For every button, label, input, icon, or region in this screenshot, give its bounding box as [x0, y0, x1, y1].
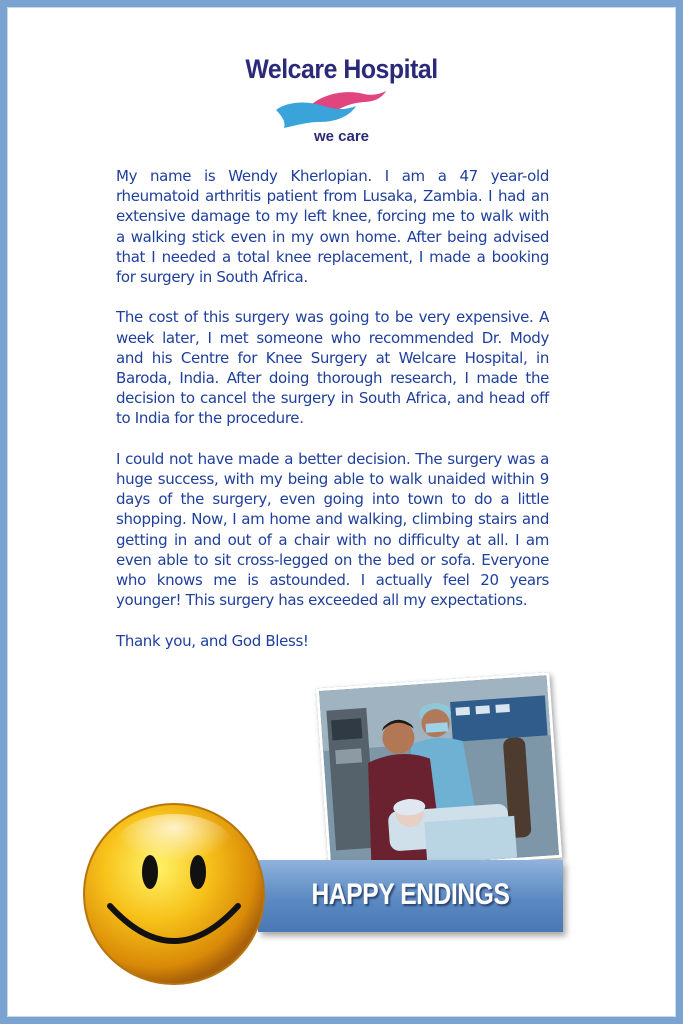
hospital-name: Welcare Hospital [245, 54, 438, 84]
letter-paragraph: My name is Wendy Kherlopian. I am a 47 year-old rheumatoid arthritis patient from Lusaka, Zambia. I had an extensive damage to my left knee, forcing me to walk with a walking stick even in my own home. After being advised that I needed a total knee replacement, I made a booking for surgery in South Africa. [116, 167, 549, 287]
smiley-face-icon [80, 800, 268, 988]
hands-logo-icon [272, 88, 392, 130]
doctors-with-patient-photo [316, 672, 562, 874]
letter-signoff: Thank you, and God Bless! [116, 631, 309, 650]
hospital-tagline: we care [313, 128, 370, 145]
letter-paragraph: I could not have made a better decision. The surgery was a huge success, with my being able to walk unaided within 9 days of the surgery, even going into town to do a little shopping. Now, I am home and walking, climbing stairs and getting in and out of a chair with no difficulty at all. I am even able to sit cross-legged on the bed or sofa. Everyone who knows me is astounded. I actually feel 20 years younger! This surgery has exceeded all my expectations. [116, 449, 549, 610]
testimonial-letter [116, 166, 549, 671]
happy-endings-banner [258, 860, 563, 932]
letter-paragraph: The cost of this surgery was going to be very expensive. A week later, I met someone who recommended Dr. Mody and his Centre for Knee Surgery at Welcare Hospital, in Baroda, India. After doing thorough research, I made the decision to cancel the surgery in South Africa, and head off to India for the procedure. [116, 308, 549, 428]
banner-label: HAPPY ENDINGS [311, 878, 510, 911]
